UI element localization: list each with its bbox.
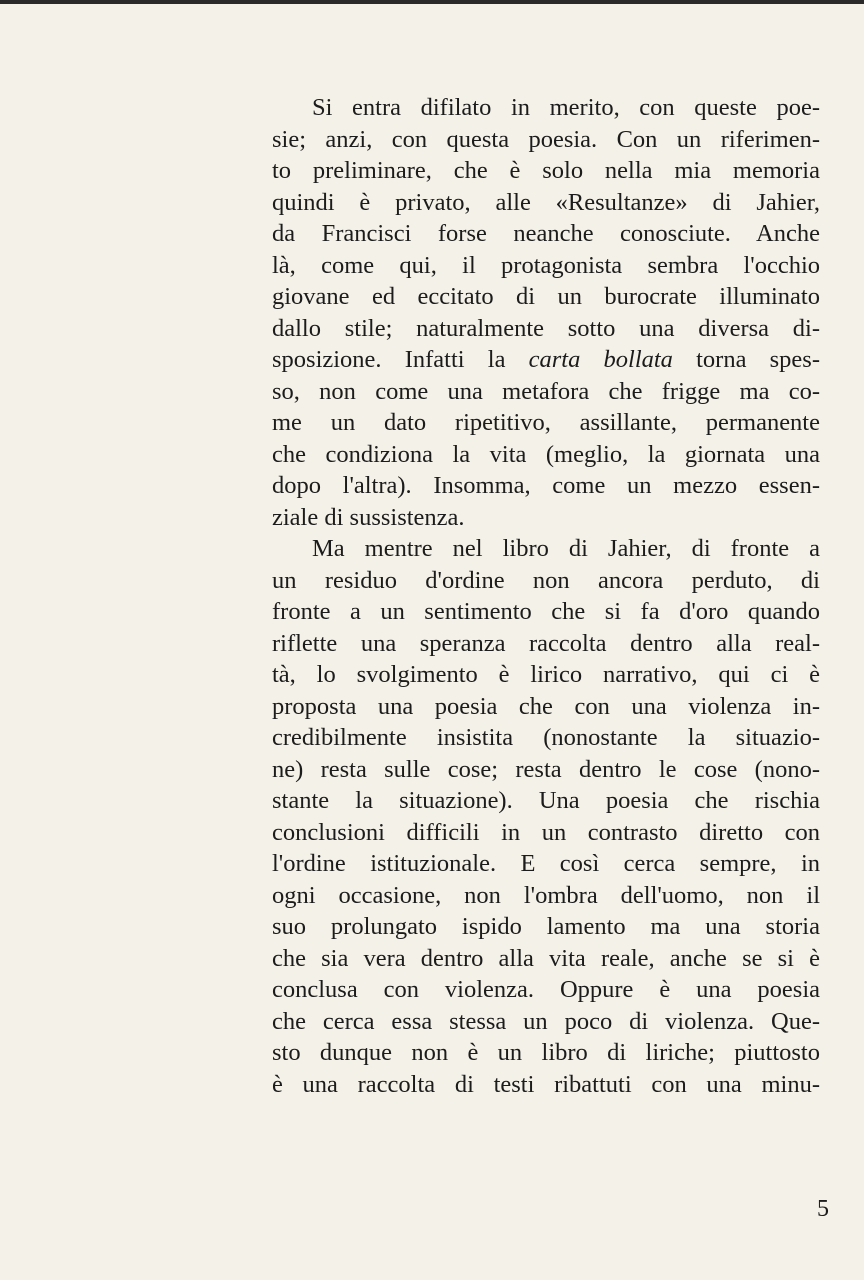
body-text bbox=[272, 92, 820, 1100]
page-number: 5 bbox=[817, 1196, 829, 1222]
text-line: da Francisci forse neanche conosciute. Anche bbox=[272, 220, 820, 247]
paragraph bbox=[272, 533, 820, 1100]
text-line: ziale di sussistenza. bbox=[272, 503, 465, 531]
text-line: là, come qui, il protagonista sembra l'occhio bbox=[272, 251, 820, 279]
text-line: ogni occasione, non l'ombra dell'uomo, non il bbox=[272, 881, 820, 909]
text-line: proposta una poesia che con una violenza in- bbox=[272, 692, 820, 720]
text-line: so, non come una metafora che frigge ma co- bbox=[272, 377, 820, 405]
text-line: Si entra difilato in merito, con queste poe- bbox=[312, 94, 820, 121]
italic-phrase: carta bollata bbox=[528, 346, 673, 373]
text-line: l'ordine istituzionale. E così cerca sempre, in bbox=[272, 850, 820, 877]
text-line: sie; anzi, con questa poesia. Con un riferimen- bbox=[272, 125, 820, 153]
text-line: suo prolungato ispido lamento ma una storia bbox=[272, 913, 820, 940]
text-line: un residuo d'ordine non ancora perduto, di bbox=[272, 566, 820, 594]
text-segment: torna spes- bbox=[672, 346, 820, 373]
paragraph bbox=[272, 92, 820, 533]
text-line: che cerca essa stessa un poco di violenza. Que- bbox=[272, 1007, 820, 1035]
text-line: ne) resta sulle cose; resta dentro le cose (nono- bbox=[272, 755, 820, 783]
text-line: dopo l'altra). Insomma, come un mezzo essen- bbox=[272, 472, 820, 499]
text-line: conclusa con violenza. Oppure è una poesia bbox=[272, 976, 820, 1003]
text-line: che sia vera dentro alla vita reale, anche se si è bbox=[272, 944, 820, 972]
text-line: che condiziona la vita (meglio, la giornata una bbox=[272, 440, 820, 468]
text-line: riflette una speranza raccolta dentro alla real- bbox=[272, 629, 820, 657]
text-line bbox=[272, 344, 820, 376]
text-line: Ma mentre nel libro di Jahier, di fronte a bbox=[312, 535, 820, 562]
text-line: quindi è privato, alle «Resultanze» di Jahier, bbox=[272, 188, 820, 216]
text-line: è una raccolta di testi ribattuti con una minu- bbox=[272, 1070, 820, 1098]
text-segment: sposizione. Infatti la bbox=[272, 346, 529, 373]
text-line: fronte a un sentimento che si fa d'oro quando bbox=[272, 598, 820, 625]
top-border bbox=[0, 0, 864, 4]
text-line: conclusioni difficili in un contrasto diretto con bbox=[272, 818, 820, 846]
text-line: dallo stile; naturalmente sotto una diversa di- bbox=[272, 314, 820, 342]
text-line: credibilmente insistita (nonostante la situazio- bbox=[272, 724, 820, 751]
text-line: sto dunque non è un libro di liriche; piuttosto bbox=[272, 1039, 820, 1066]
text-line: to preliminare, che è solo nella mia memoria bbox=[272, 157, 820, 184]
text-line: giovane ed eccitato di un burocrate illuminato bbox=[272, 283, 820, 310]
text-line: stante la situazione). Una poesia che rischia bbox=[272, 787, 820, 814]
text-line: tà, lo svolgimento è lirico narrativo, qui ci è bbox=[272, 661, 820, 688]
text-line: me un dato ripetitivo, assillante, permanente bbox=[272, 409, 820, 436]
